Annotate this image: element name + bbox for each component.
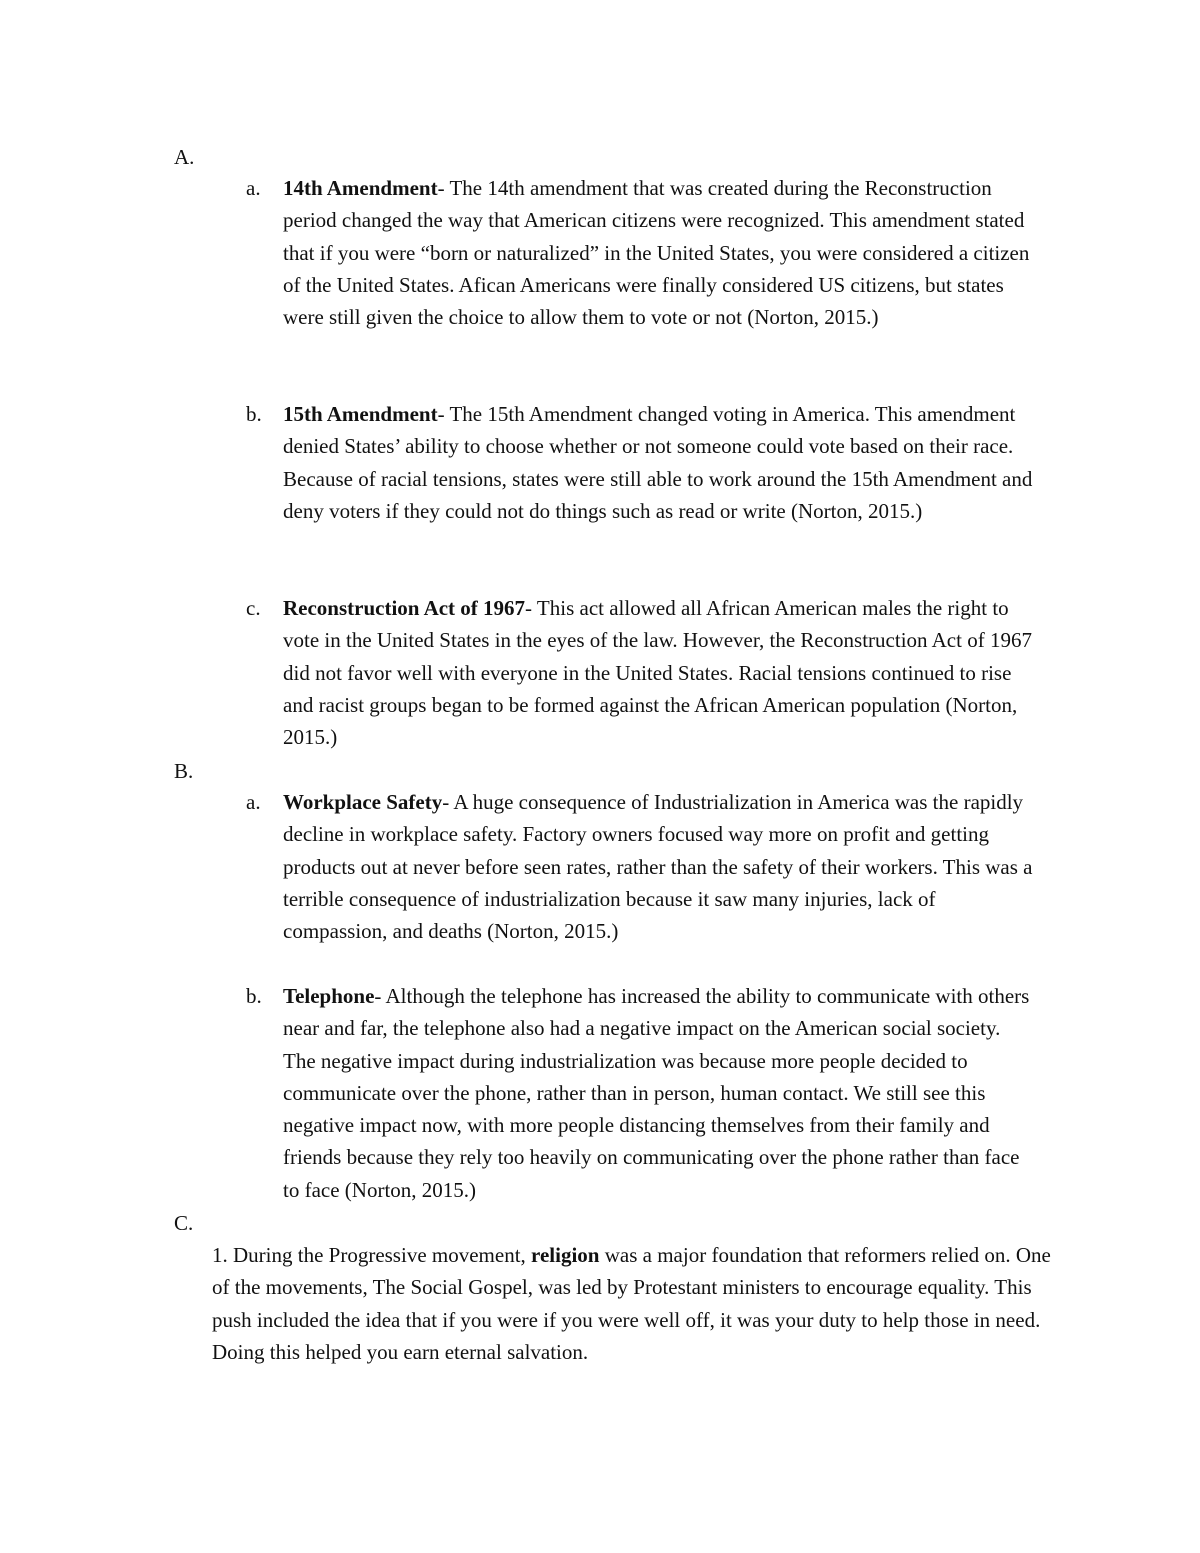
item-text	[283, 172, 1036, 333]
paragraph-lead: 1. During the Progressive movement,	[212, 1243, 532, 1267]
term-workplace-safety: Workplace Safety	[283, 790, 443, 814]
section-b-item-2	[246, 980, 1036, 1206]
list-marker: a.	[246, 790, 261, 814]
section-b-heading: B.	[174, 759, 194, 783]
item-body: - The 14th amendment that was created during the Reconstruction period changed the way that American citizens were recognized. This amendment stated that if you were “born or naturalized” in the United States, you were considered a citizen of the United States. Afican Americans were finally considered US citizens, but states were still given the choice to allow them to vote or not (Norton, 2015.)	[283, 176, 1030, 330]
item-text	[283, 980, 1036, 1206]
term-telephone: Telephone	[283, 984, 375, 1008]
list-marker: b.	[246, 984, 262, 1008]
term-15th-amendment: 15th Amendment	[283, 402, 438, 426]
paragraph-body: was a major foundation that reformers relied on. One of the movements, The Social Gospel, was led by Protestant ministers to encourage equality. This push included the idea that if you were if you were well off, it was your duty to help those in need. Doing this helped you earn eternal salvation.	[212, 1243, 1051, 1364]
term-religion: religion	[531, 1243, 600, 1267]
item-body: - A huge consequence of Industrialization in America was the rapidly decline in workplace safety. Factory owners focused way more on profit and getting products out at never before seen rates, rather than the safety of their workers. This was a terrible consequence of industrialization because it saw many injuries, lack of compassion, and deaths (Norton, 2015.)	[283, 790, 1033, 944]
section-a-heading: A.	[174, 145, 195, 169]
item-body: - Although the telephone has increased the ability to communicate with others near and far, the telephone also had a negative impact on the American social society. The negative impact during industrialization was because more people decided to communicate over the phone, rather than in person, human contact. We still see this negative impact now, with more people distancing themselves from their family and friends because they rely too heavily on communicating over the phone rather than face to face (Norton, 2015.)	[283, 984, 1030, 1202]
list-marker: b.	[246, 402, 262, 426]
term-14th-amendment: 14th Amendment	[283, 176, 438, 200]
item-text	[283, 786, 1036, 947]
section-c-paragraph	[212, 1239, 1058, 1368]
item-text	[283, 592, 1036, 753]
item-body: - This act allowed all African American males the right to vote in the United States in the eyes of the law. However, the Reconstruction Act of 1967 did not favor well with everyone in the United States. Racial tensions continued to rise and racist groups began to be formed against the African American population (Norton, 2015.)	[283, 596, 1032, 750]
item-text	[283, 398, 1036, 527]
section-a-item-1	[246, 172, 1036, 333]
list-marker: c.	[246, 596, 261, 620]
section-c-heading: C.	[174, 1211, 194, 1235]
section-a-item-3	[246, 592, 1036, 753]
term-reconstruction-act: Reconstruction Act of 1967	[283, 596, 526, 620]
item-body: - The 15th Amendment changed voting in America. This amendment denied States’ ability to choose whether or not someone could vote based on their race. Because of racial tensions, states were still able to work around the 15th Amendment and deny voters if they could not do things such as read or write (Norton, 2015.)	[283, 402, 1033, 523]
section-b-item-1	[246, 786, 1036, 947]
section-a-item-2	[246, 398, 1036, 527]
list-marker: a.	[246, 176, 261, 200]
